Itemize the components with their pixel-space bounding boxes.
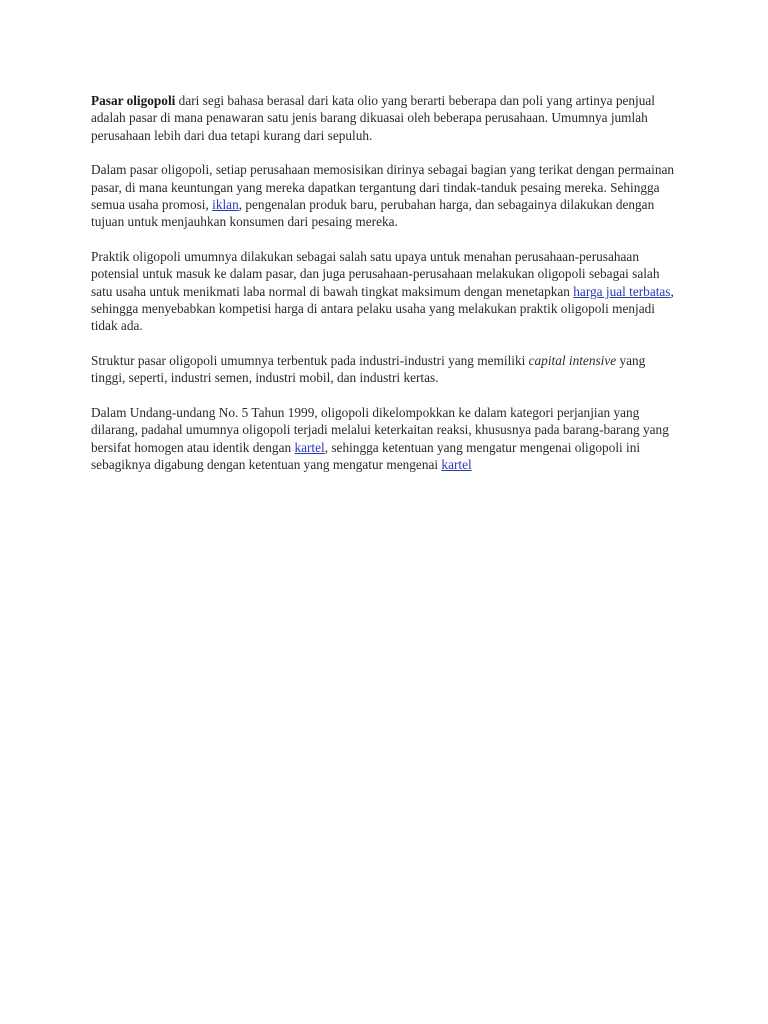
- link-harga-jual-terbatas[interactable]: harga jual terbatas: [573, 283, 671, 299]
- paragraph-text: Struktur pasar oligopoli umumnya terbentuk pada industri-industri yang memiliki: [91, 352, 529, 368]
- paragraph-structure: [91, 352, 681, 387]
- paragraph-text: Dalam pasar oligopoli, setiap perusahaan memosisikan dirinya sebagai bagian yang terikat dengan permainan pasar, di mana keuntungan yang mereka dapatkan tergantung dari tindak-tanduk pesaing mereka. Sehingga semua usaha promosi,: [91, 162, 675, 213]
- paragraph-text: Dalam Undang-undang No. 5 Tahun 1999, oligopoli dikelompokkan ke dalam kategori perjanjian yang dilarang, padahal umumnya oligopoli terjadi melalui keterkaitan reaksi, khususnya pada barang-barang yang bersifat homogen atau identik dengan: [91, 404, 669, 455]
- link-kartel[interactable]: kartel: [294, 439, 325, 455]
- paragraph-market-position: [91, 161, 681, 231]
- link-iklan[interactable]: iklan: [212, 197, 239, 213]
- paragraph-text: Praktik oligopoli umumnya dilakukan sebagai salah satu upaya untuk menahan perusahaan-perusahaan potensial untuk masuk ke dalam pasar, dan juga perusahaan-perusahaan melakukan oligopoli sebagai salah satu usaha untuk menikmati laba normal di bawah tingkat maksimum dengan menetapkan: [91, 248, 660, 299]
- paragraph-text: , sehingga menyebabkan kompetisi harga di antara pelaku usaha yang melakukan praktik oligopoli menjadi tidak ada.: [91, 283, 674, 334]
- paragraph-text: dari segi bahasa berasal dari kata olio yang berarti beberapa dan poli yang artinya penjual adalah pasar di mana penawaran satu jenis barang dikuasai oleh beberapa perusahaan. Umumnya jumlah perusahaan lebih dari dua tetapi kurang dari sepuluh.: [91, 93, 655, 143]
- italic-capital-intensive: capital intensive: [528, 352, 617, 368]
- paragraph-text: , sehingga ketentuan yang mengatur mengenai oligopoli ini sebagiknya digabung dengan ketentuan yang mengatur mengenai: [91, 439, 641, 472]
- link-kartel[interactable]: kartel: [441, 456, 472, 472]
- term-pasar-oligopoli: Pasar oligopoli: [91, 93, 176, 108]
- paragraph-definition: [91, 92, 681, 144]
- document-body: [91, 92, 681, 490]
- paragraph-text: , pengenalan produk baru, perubahan harga, dan sebagainya dilakukan dengan tujuan untuk menjauhkan konsumen dari pesaing mereka.: [91, 197, 655, 230]
- paragraph-text: yang tinggi, seperti, industri semen, industri mobil, dan industri kertas.: [91, 352, 646, 386]
- paragraph-practice: [91, 248, 681, 335]
- paragraph-law: [91, 404, 681, 474]
